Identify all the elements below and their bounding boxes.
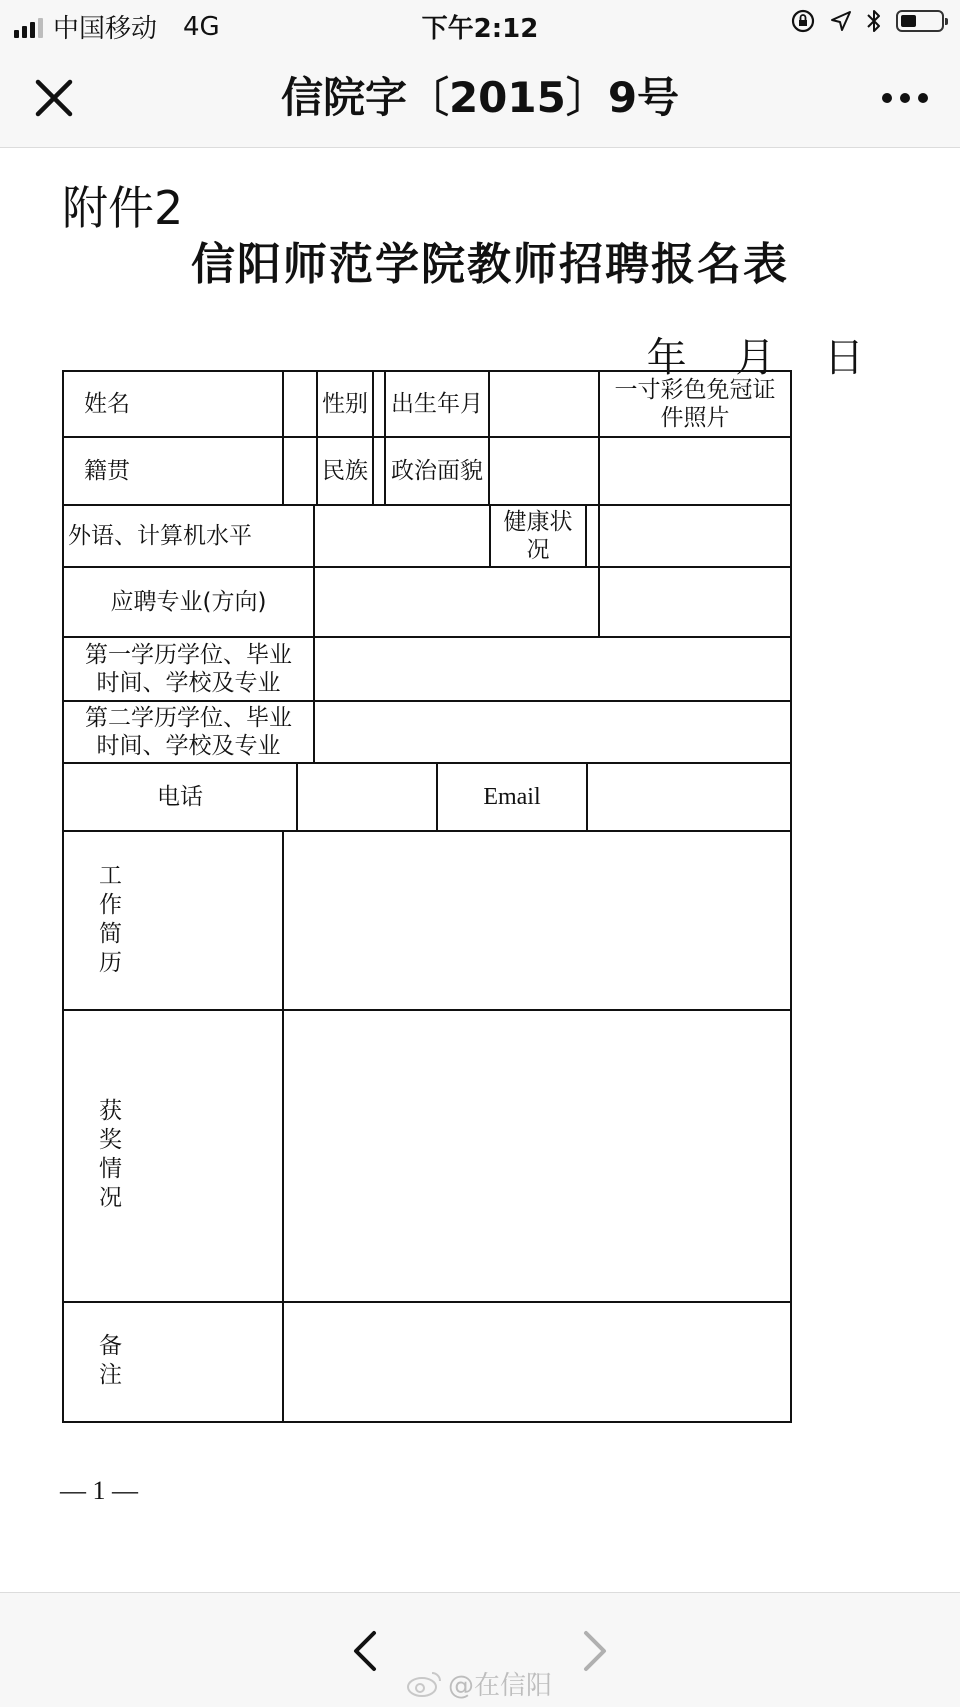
nav-bar (0, 48, 960, 148)
status-bar (0, 0, 960, 48)
label-native-place: 籍贯 (62, 436, 284, 506)
label-political: 政治面貌 (384, 436, 490, 506)
orientation-lock-icon (790, 8, 816, 34)
field-phone[interactable] (296, 762, 438, 832)
status-time: 下午2:12 (421, 14, 539, 44)
form-title: 信阳师范学院教师招聘报名表 (191, 239, 789, 290)
field-awards[interactable] (282, 1009, 792, 1303)
label-position: 应聘专业(方向) (62, 566, 315, 638)
label-photo: 一寸彩色免冠证件照片 (598, 370, 792, 438)
awards-text: 获奖情况 (95, 1098, 121, 1214)
attachment-label: 附件2 (62, 181, 184, 235)
label-work-history (62, 830, 284, 1011)
date-day: 日 (824, 335, 864, 381)
field-work-history[interactable] (282, 830, 792, 1011)
field-birth[interactable] (488, 370, 600, 438)
date-year: 年 (646, 335, 687, 381)
field-native-place[interactable] (282, 436, 318, 506)
carrier-label: 中国移动 (53, 14, 158, 44)
label-gender: 性别 (316, 370, 374, 438)
label-language-computer: 外语、计算机水平 (62, 504, 315, 568)
field-edu2[interactable] (313, 700, 792, 764)
page-number: — 1 — (60, 1476, 138, 1505)
chevron-right-icon[interactable] (580, 1629, 610, 1673)
status-right (790, 8, 944, 34)
weibo-icon (406, 1670, 442, 1698)
work-history-text: 工作简历 (95, 862, 121, 979)
label-awards (62, 1009, 284, 1303)
page-title: 信院字〔2015〕9号 (280, 73, 680, 122)
label-edu1: 第一学历学位、毕业时间、学校及专业 (62, 636, 315, 702)
field-health-extra[interactable] (598, 504, 792, 568)
field-email[interactable] (586, 762, 792, 832)
chevron-left-icon[interactable] (350, 1629, 380, 1673)
battery-icon (896, 10, 944, 32)
label-health: 健康状况 (489, 504, 587, 568)
field-language-computer[interactable] (313, 504, 491, 568)
bluetooth-icon (866, 8, 882, 34)
label-edu2: 第二学历学位、毕业时间、学校及专业 (62, 700, 315, 764)
network-label: 4G (183, 11, 220, 42)
label-phone: 电话 (62, 762, 298, 832)
remarks-text: 备注 (95, 1333, 121, 1391)
document-page (0, 148, 960, 1588)
more-icon[interactable] (880, 86, 930, 110)
bottom-toolbar (0, 1592, 960, 1707)
watermark (406, 1665, 552, 1702)
date-month: 月 (735, 335, 776, 381)
field-edu1[interactable] (313, 636, 792, 702)
field-position[interactable] (313, 566, 600, 638)
photo-box (598, 436, 792, 506)
field-position-extra[interactable] (598, 566, 792, 638)
watermark-text: @在信阳 (448, 1671, 553, 1701)
label-remarks (62, 1301, 284, 1423)
label-name: 姓名 (62, 370, 284, 438)
label-birth: 出生年月 (384, 370, 490, 438)
location-icon (830, 10, 852, 32)
label-email: Email (436, 762, 588, 832)
field-remarks[interactable] (282, 1301, 792, 1423)
battery-fill (901, 15, 916, 27)
label-ethnicity: 民族 (316, 436, 374, 506)
field-name[interactable] (282, 370, 318, 438)
field-political[interactable] (488, 436, 600, 506)
